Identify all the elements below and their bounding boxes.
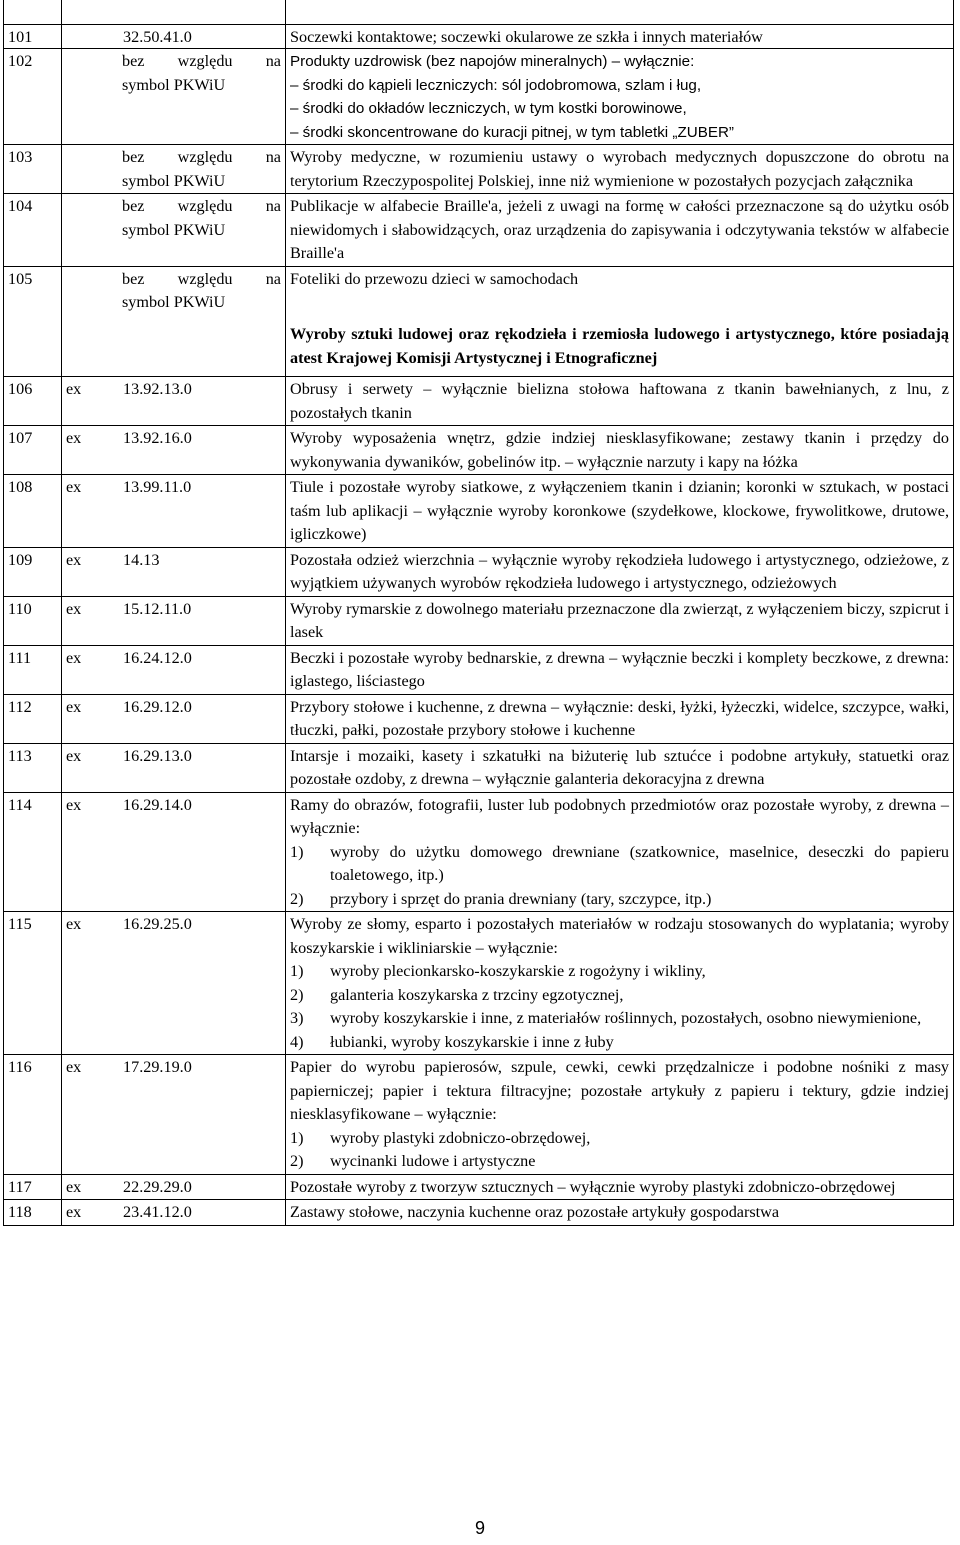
pkwiu-code: ex 13.92.16.0	[62, 426, 286, 475]
table-row	[4, 145, 954, 194]
pkwiu-code: ex 13.92.13.0	[62, 377, 286, 426]
table-row	[4, 25, 954, 49]
item-description: Publikacje w alfabecie Braille'a, jeżeli z uwagi na formę w całości przeznaczone są do użytku osób niewidomych i słabowidzących, oraz urządzenia do zapisywania i odczytywania tekstów w alfabecie Braille'a	[286, 194, 954, 267]
item-description: Pozostała odzież wierzchnia – wyłącznie wyroby rękodzieła ludowego i artystycznego, odzieżowe, z wyjątkiem używanych wyrobów rękodzieła ludowego i artystycznego, odzieżowych	[286, 547, 954, 596]
row-number: 102	[4, 49, 62, 145]
row-number: 111	[4, 645, 62, 694]
table-row	[4, 266, 954, 377]
pkwiu-code: ex 22.29.29.0	[62, 1174, 286, 1200]
row-number: 113	[4, 743, 62, 792]
pkwiu-code: ex 14.13	[62, 547, 286, 596]
row-number: 107	[4, 426, 62, 475]
pkwiu-code: 32.50.41.0	[62, 25, 286, 49]
row-number: 118	[4, 1200, 62, 1226]
pkwiu-code: bez względu na symbol PKWiU	[62, 266, 286, 377]
table-row	[4, 1055, 954, 1175]
row-number: 114	[4, 792, 62, 912]
pkwiu-code: ex 16.24.12.0	[62, 645, 286, 694]
pkwiu-code: bez względu na symbol PKWiU	[62, 145, 286, 194]
list-item: 3) wyroby koszykarskie i inne, z materiałów roślinnych, pozostałych, osobno niewymienione,	[290, 1009, 922, 1027]
pkwiu-code: ex 16.29.25.0	[62, 912, 286, 1055]
item-description: Papier do wyrobu papierosów, szpule, cewki, cewki przędzalnicze i podobne nośniki z masy papierniczej; papier i tektura filtracyjne; pozostałe artykuły z papieru i tektury, gdzie indziej niesklasyfikowane – wyłącznie: 1) wyroby plastyki zdobniczo-obrzędowej, 2) wycinanki ludowe i artystyczne	[286, 1055, 954, 1175]
table-row	[4, 743, 954, 792]
table-row	[4, 596, 954, 645]
pkwiu-code: ex 15.12.11.0	[62, 596, 286, 645]
row-number: 109	[4, 547, 62, 596]
list-item: 1) wyroby do użytku domowego drewniane (szatkownice, maselnice, deseczki do papieru toaletowego, itp.)	[290, 842, 949, 884]
page-number: 9	[474, 1518, 485, 1538]
table-row	[4, 475, 954, 548]
item-description: Wyroby medyczne, w rozumieniu ustawy o wyrobach medycznych dopuszczone do obrotu na terytorium Rzeczypospolitej Polskiej, inne niż wymienione w pozostałych pozycjach załącznika	[286, 145, 954, 194]
item-description: Beczki i pozostałe wyroby bednarskie, z drewna – wyłącznie beczki i komplety beczkowe, z drewna: iglastego, liściastego	[286, 645, 954, 694]
item-list	[290, 841, 949, 912]
row-number: 106	[4, 377, 62, 426]
pkwiu-code: ex 16.29.14.0	[62, 792, 286, 912]
pkwiu-code: bez względu na symbol PKWiU	[62, 194, 286, 267]
row-number: 110	[4, 596, 62, 645]
list-item: 1) wyroby plecionkarsko-koszykarskie z rogożyny i wikliny,	[290, 962, 706, 980]
item-description: Intarsje i mozaiki, kasety i szkatułki na biżuterię lub sztućce i podobne artykuły, statuetki oraz pozostałe ozdoby, z drewna – wyłącznie galanteria dekoracyjna z drewna	[286, 743, 954, 792]
item-description: Wyroby wyposażenia wnętrz, gdzie indziej niesklasyfikowane; zestawy tkanin i przędzy do wykonywania dywaników, gobelinów itp. – wyłącznie narzuty i kapy na łóżka	[286, 426, 954, 475]
item-description: Wyroby rymarskie z dowolnego materiału przeznaczone dla zwierząt, z wyłączeniem biczy, szpicrut i lasek	[286, 596, 954, 645]
item-description: Pozostałe wyroby z tworzyw sztucznych – wyłącznie wyroby plastyki zdobniczo-obrzędowej	[286, 1174, 954, 1200]
row-number: 115	[4, 912, 62, 1055]
row-number: 105	[4, 266, 62, 377]
pkwiu-code: ex 16.29.12.0	[62, 694, 286, 743]
table-row	[4, 194, 954, 267]
row-number: 104	[4, 194, 62, 267]
item-description: Ramy do obrazów, fotografii, luster lub podobnych przedmiotów oraz pozostałe wyroby, z drewna – wyłącznie: 1) wyroby do użytku domowego drewniane (szatkownice, maselnice, deseczki do papieru toaletowego, itp.) 2) przybory i sprzęt do prania drewniany (tary, szczypce, itp.)	[286, 792, 954, 912]
pkwiu-code: ex 17.29.19.0	[62, 1055, 286, 1175]
annex-table	[3, 0, 954, 1226]
table-row	[4, 912, 954, 1055]
item-description: Wyroby ze słomy, esparto i pozostałych materiałów w rodzaju stosowanych do wyplatania; wyroby koszykarskie i wikliniarskie – wyłącznie: 1) wyroby plecionkarsko-koszykarskie z rogożyny i wikliny, 2) galanteria koszykarska z trzciny egzotycznej, 3) wyroby koszykarskie i inne, z materiałów roślinnych, pozostałych, osobno niewymienione, 4) łubianki, wyroby koszykarskie i inne z łuby	[286, 912, 954, 1055]
table-row	[4, 426, 954, 475]
table-continuation-stub	[4, 0, 954, 25]
list-item: 4) łubianki, wyroby koszykarskie i inne z łuby	[290, 1032, 614, 1051]
item-description: Obrusy i serwety – wyłącznie bielizna stołowa haftowana z tkanin bawełnianych, z lnu, z pozostałych tkanin	[286, 377, 954, 426]
row-number: 103	[4, 145, 62, 194]
row-number: 101	[4, 25, 62, 49]
list-item: 2) wycinanki ludowe i artystyczne	[290, 1152, 536, 1170]
pkwiu-code: ex 23.41.12.0	[62, 1200, 286, 1226]
row-number: 116	[4, 1055, 62, 1175]
table-row	[4, 1200, 954, 1226]
table-row	[4, 792, 954, 912]
item-description: Foteliki do przewozu dzieci w samochodach Wyroby sztuki ludowej oraz rękodzieła i rzemiosła ludowego i artystycznego, które posiadają atest Krajowej Komisji Artystycznej i Etnograficznej	[286, 266, 954, 377]
row-number: 108	[4, 475, 62, 548]
list-item: 2) galanteria koszykarska z trzciny egzotycznej,	[290, 985, 624, 1004]
row-number: 117	[4, 1174, 62, 1200]
table-row	[4, 694, 954, 743]
section-heading: Wyroby sztuki ludowej oraz rękodzieła i rzemiosła ludowego i artystycznego, które posiadają atest Krajowej Komisji Artystycznej i Etnograficznej	[290, 325, 949, 367]
pkwiu-code: ex 13.99.11.0	[62, 475, 286, 548]
pkwiu-code: bez względu na symbol PKWiU	[62, 49, 286, 145]
pkwiu-code: ex 16.29.13.0	[62, 743, 286, 792]
item-description: Produkty uzdrowisk (bez napojów mineralnych) – wyłącznie: – środki do kąpieli leczniczych: sól jodobromowa, szlam i ług, – środki do okładów leczniczych, w tym kostki borowinowe, – środki skoncentrowane do kuracji pitnej, w tym tabletki „ZUBER”	[286, 49, 954, 145]
table-row	[4, 1174, 954, 1200]
table-row	[4, 547, 954, 596]
item-description: Zastawy stołowe, naczynia kuchenne oraz pozostałe artykuły gospodarstwa	[286, 1200, 954, 1226]
list-item: 2) przybory i sprzęt do prania drewniany (tary, szczypce, itp.)	[290, 889, 712, 908]
list-item: 1) wyroby plastyki zdobniczo-obrzędowej,	[290, 1128, 591, 1147]
item-list	[290, 960, 949, 1054]
table-row	[4, 49, 954, 145]
table-row	[4, 377, 954, 426]
item-list	[290, 1127, 949, 1174]
row-number: 112	[4, 694, 62, 743]
item-description: Soczewki kontaktowe; soczewki okularowe ze szkła i innych materiałów	[286, 25, 954, 49]
item-description: Przybory stołowe i kuchenne, z drewna – wyłącznie: deski, łyżki, łyżeczki, widelce, szczypce, wałki, tłuczki, pałki, pozostałe przybory stołowe i kuchenne	[286, 694, 954, 743]
item-description: Tiule i pozostałe wyroby siatkowe, z wyłączeniem tkanin i dzianin; koronki w sztukach, w postaci taśm lub aplikacji – wyłącznie wyroby koronkowe (szydełkowe, klockowe, frywolitkowe, drutowe, igliczkowe)	[286, 475, 954, 548]
table-row	[4, 645, 954, 694]
